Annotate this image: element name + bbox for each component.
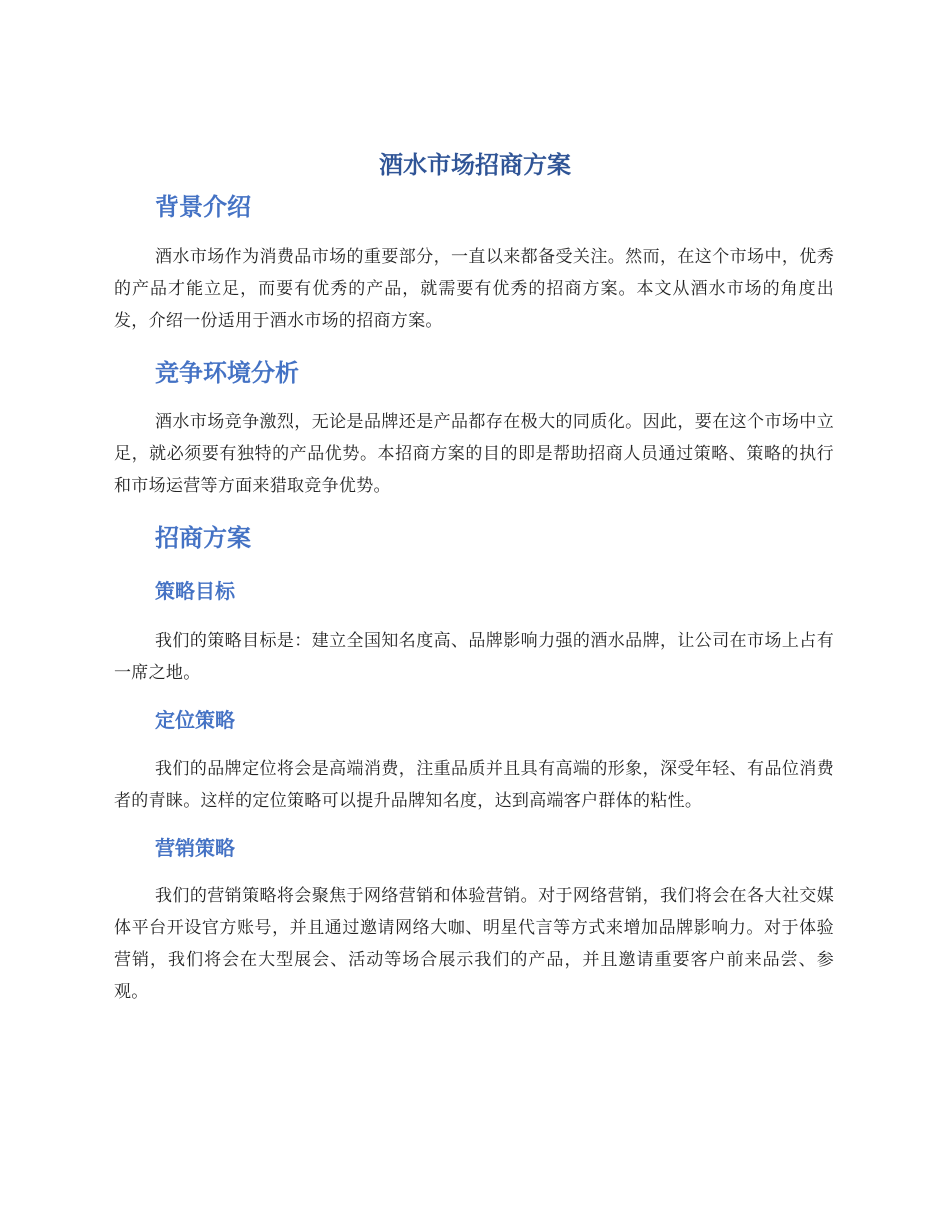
section-paragraph-background: 酒水市场作为消费品市场的重要部分，一直以来都备受关注。然而，在这个市场中，优秀的产品才能立足，而要有优秀的产品，就需要有优秀的招商方案。本文从酒水市场的角度出发，介绍一份适用于酒水市场的招商方案。 — [114, 247, 834, 331]
subsection-paragraph-positioning: 我们的品牌定位将会是高端消费，注重品质并且具有高端的形象，深受年轻、有品位消费者的青睐。这样的定位策略可以提升品牌知名度，达到高端客户群体的粘性。 — [114, 759, 834, 811]
subsection-paragraph-strategy-goal: 我们的策略目标是：建立全国知名度高、品牌影响力强的酒水品牌，让公司在市场上占有一席之地。 — [114, 631, 834, 683]
subsection-heading-strategy-goal: 策略目标 — [155, 579, 235, 603]
section-heading-plan: 招商方案 — [155, 524, 251, 552]
subsection-heading-positioning: 定位策略 — [155, 708, 235, 732]
section-heading-competition: 竞争环境分析 — [155, 359, 299, 387]
subsection-paragraph-marketing: 我们的营销策略将会聚焦于网络营销和体验营销。对于网络营销，我们将会在各大社交媒体平台开设官方账号，并且通过邀请网络大咖、明星代言等方式来增加品牌影响力。对于体验营销，我们将会在大型展会、活动等场合展示我们的产品，并且邀请重要客户前来品尝、参观。 — [114, 886, 834, 1002]
section-paragraph-competition: 酒水市场竞争激烈，无论是品牌还是产品都存在极大的同质化。因此，要在这个市场中立足，就必须要有独特的产品优势。本招商方案的目的即是帮助招商人员通过策略、策略的执行和市场运营等方面来猎取竞争优势。 — [114, 412, 834, 496]
subsection-heading-marketing: 营销策略 — [155, 836, 235, 860]
section-heading-background: 背景介绍 — [155, 193, 251, 221]
document-title: 酒水市场招商方案 — [379, 151, 571, 179]
